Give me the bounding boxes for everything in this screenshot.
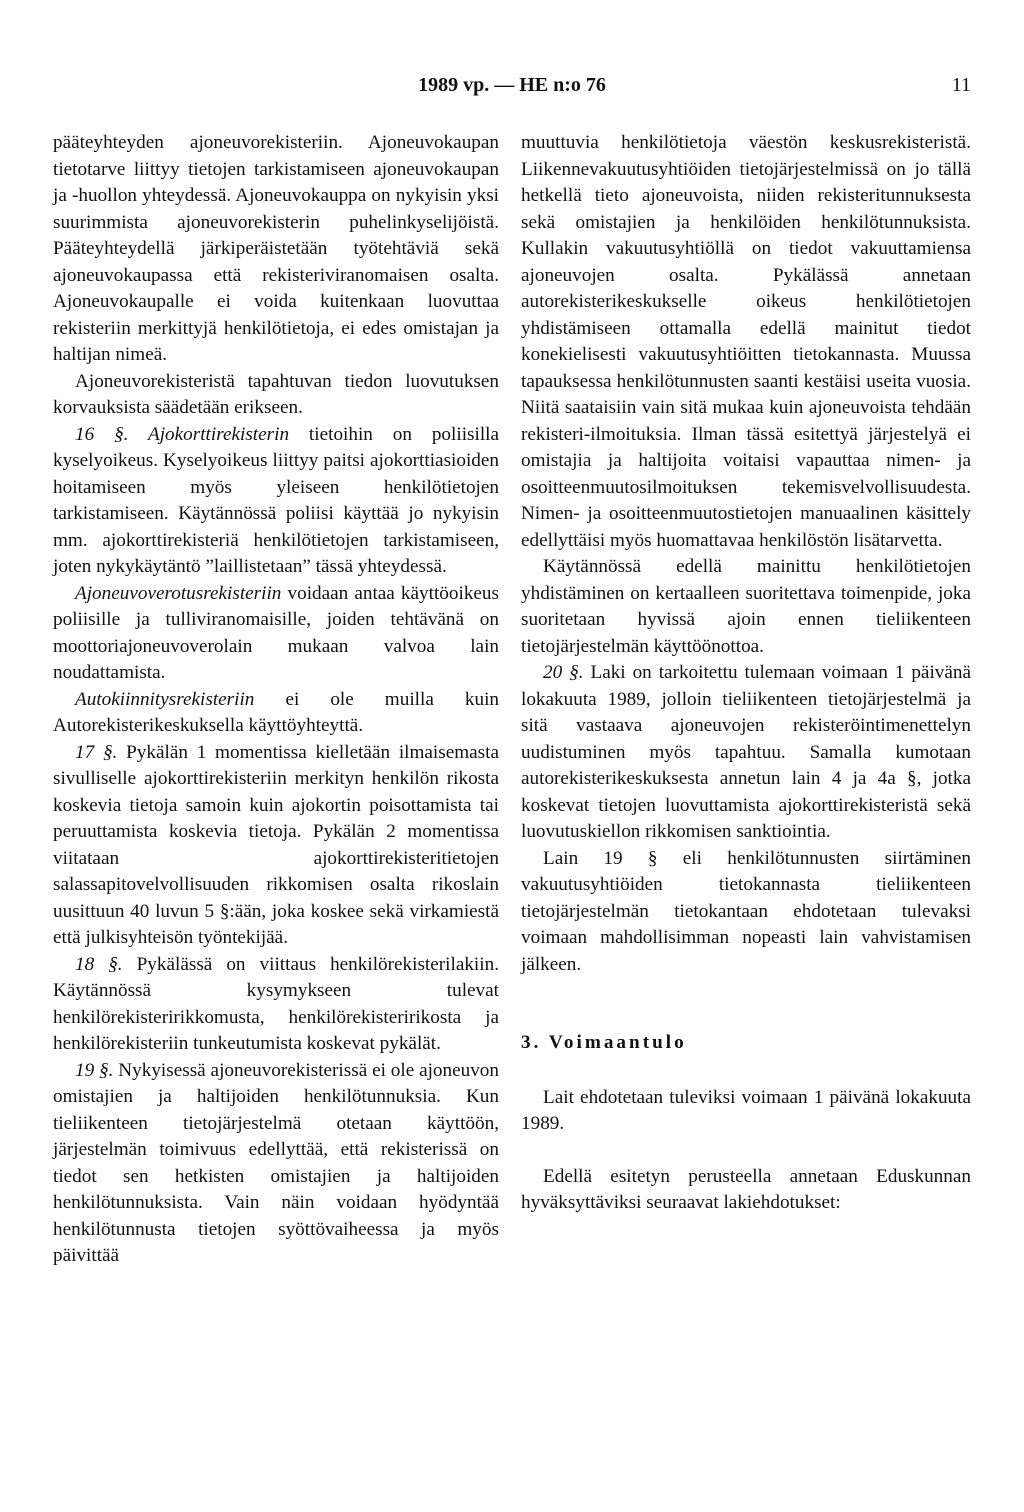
paragraph: Edellä esitetyn perusteella annetaan Eduskunnan hyväksyttäviksi seuraavat lakiehdotukset: xyxy=(521,1165,971,1213)
paragraph xyxy=(53,952,499,1058)
paragraph: Lait ehdotetaan tuleviksi voimaan 1 päivänä lokakuuta 1989. xyxy=(521,1086,971,1134)
paragraph: pääteyhteyden ajoneuvorekisteriin. Ajoneuvokaupan tietotarve liittyy tietojen tarkistamiseen ajoneuvokaupan ja -huollon yhteydessä. Ajoneuvokauppa on nykyisin yksi suurimmista ajoneuvorekisterin puhelinkyselijöistä. Pääteyhteydellä järkiperäistetään työtehtäviä sekä ajoneuvokaupassa että rekisteriviranomaisen osalta. Ajoneuvokaupalle ei voida kuitenkaan luovuttaa rekisteriin merkittyjä henkilötietoja, ei edes omistajan ja haltijan nimeä. xyxy=(53,132,499,365)
paragraph-text: ei ole muilla kuin Autorekisterikeskuksella käyttöyhteyttä. xyxy=(53,688,499,736)
left-column xyxy=(53,130,499,1270)
paragraph: Käytännössä edellä mainittu henkilötietojen yhdistäminen on kertaalleen suoritettava toimenpide, joka suoritetaan hyvissä ajoin ennen tieliikenteen tietojärjestelmän käyttöönottoa. xyxy=(521,556,971,657)
page-header xyxy=(0,74,1024,104)
section-ref: 17 §. xyxy=(75,741,118,763)
paragraph-text: Nykyisessä ajoneuvorekisterissä ei ole ajoneuvon omistajien ja haltijoiden henkilötunnuksia. Kun tieliikenteen tietojärjestelmä otetaan käyttöön, järjestelmän toimivuus edellyttää, että rekisterissä on tiedot sen hetkisten omistajien ja haltijoiden henkilötunnuksista. Vain näin voidaan hyödyntää henkilötunnusta tietojen syöttövaiheessa ja myös päivittää xyxy=(53,1059,499,1266)
paragraph-text: tietoihin on poliisilla kyselyoikeus. Kyselyoikeus liittyy paitsi ajokorttiasioiden hoitamiseen myös yleiseen henkilötietojen tarkistamiseen. Käytännössä poliisi käyttää jo nykyisin mm. ajokorttirekisteriä henkilötietojen tarkistamiseen, joten nykykäytäntö ”laillistetaan” tässä yhteydessä. xyxy=(53,423,499,577)
paragraph xyxy=(53,740,499,952)
section-ref: 16 §. Ajokorttirekisterin xyxy=(75,423,290,445)
paragraph-text: Laki on tarkoitettu tulemaan voimaan 1 päivänä lokakuuta 1989, jolloin tieliikenteen tietojärjestelmä ja sitä vastaava ajoneuvojen rekisteröintimenettelyn uudistuminen myös tapahtuu. Samalla kumotaan autorekisterikeskuksesta annetun lain 4 ja 4a §, jotka koskevat tietojen luovuttamista ajokorttirekisteristä sekä luovutuskiellon rikkomisen sanktiointia. xyxy=(521,662,972,842)
paragraph xyxy=(521,660,971,846)
section-heading: 3. Voimaantulo xyxy=(521,1032,687,1053)
paragraph xyxy=(53,422,499,581)
paragraph-text: Pykälässä on viittaus henkilörekisterilakiin. Käytännössä kysymykseen tulevat henkilörekisteririkkomusta, henkilörekisteririkosta ja henkilörekisteriin tunkeutumista koskevat pykälät. xyxy=(53,953,499,1054)
paragraph xyxy=(53,687,499,740)
paragraph: muuttuvia henkilötietoja väestön keskusrekisteristä. Liikennevakuutusyhtiöiden tietojärjestelmissä on jo tällä hetkellä tieto ajoneuvoista, niiden rekisteritunnuksesta sekä omistajien ja henkilöiden henkilötunnuksista. Kullakin vakuutusyhtiöllä on tiedot vakuuttamiensa ajoneuvojen osalta. Pykälässä annetaan autorekisterikeskukselle oikeus henkilötietojen yhdistämiseen ottamalla edellä mainitut tiedot konekielisesti vakuutusyhtiöitten tietokannasta. Muussa tapauksessa henkilötunnusten saanti kestäisi useita vuosia. Niitä saataisiin vain sitä mukaa kuin ajoneuvoista tehdään rekisteri-ilmoituksia. Ilman tässä esitettyä järjestelyä ei omistajia ja haltijoita voitaisi vapauttaa nimen- ja osoitteenmuutosilmoituksen tekemisvelvollisuudesta. Nimen- ja osoitteenmuutostietojen manuaalinen käsittely edellyttäisi myös huomattavaa henkilöstön lisätarvetta. xyxy=(521,132,971,551)
paragraph-text: voidaan antaa käyttöoikeus poliisille ja tulliviranomaisille, joiden tehtävänä on moottoriajoneuvoverolain mukaan valvoa lain noudattamista. xyxy=(53,582,499,683)
page-number: 11 xyxy=(951,74,971,96)
paragraph xyxy=(53,581,499,687)
running-title: 1989 vp. — HE n:o 76 xyxy=(418,74,606,96)
paragraph: Lain 19 § eli henkilötunnusten siirtäminen vakuutusyhtiöiden tietokannasta tieliikenteen tietojärjestelmän tietokantaan ehdotetaan tulevaksi voimaan mahdollisimman nopeasti lain vahvistamisen jälkeen. xyxy=(521,847,971,975)
section-ref: 19 §. xyxy=(75,1059,114,1081)
register-name: Ajoneuvoverotusrekisteriin xyxy=(75,582,282,604)
paragraph xyxy=(53,1058,499,1270)
register-name: Autokiinnitysrekisteriin xyxy=(75,688,255,710)
paragraph: Ajoneuvorekisteristä tapahtuvan tiedon luovutuksen korvauksista säädetään erikseen. xyxy=(53,370,499,418)
section-ref: 18 §. xyxy=(75,953,123,975)
paragraph-text: Pykälän 1 momentissa kielletään ilmaisemasta sivulliselle ajokorttirekisteriin merkityn henkilön rikosta koskevia tietoja samoin kuin ajokortin poisottamista tai peruuttamista koskevia tietoja. Pykälän 2 momentissa viitataan ajokorttirekisteritietojen salassapitovelvollisuuden rikkomisen osalta rikoslain uusittuun 40 luvun 5 §:ään, joka koskee sekä virkamiestä että julkisyhteisön työntekijää. xyxy=(53,741,499,948)
section-ref: 20 §. xyxy=(543,662,584,683)
right-column xyxy=(521,130,971,1217)
